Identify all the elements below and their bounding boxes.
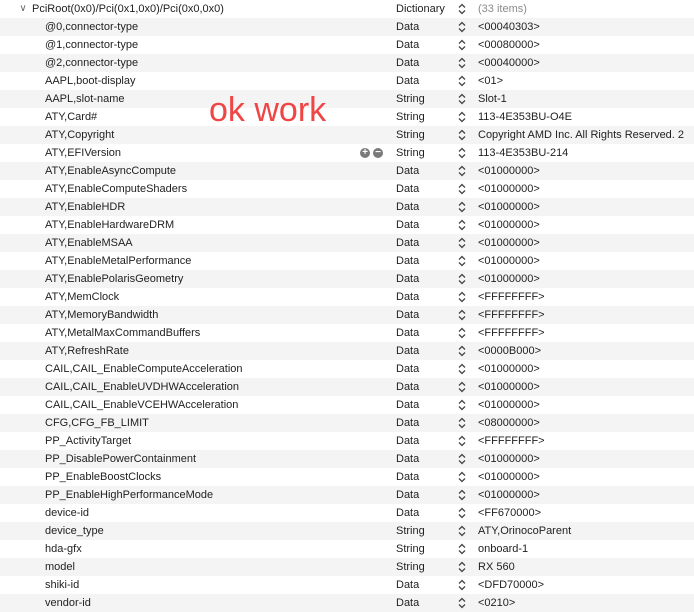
row-type[interactable]: Data [396, 291, 420, 303]
type-stepper-icon[interactable] [458, 381, 466, 393]
plist-row[interactable] [0, 144, 694, 162]
plist-row[interactable] [0, 234, 694, 252]
dictionary-item-count: (33 items) [478, 3, 527, 15]
row-key[interactable]: @2,connector-type [45, 57, 139, 69]
row-key[interactable]: ATY,EnablePolarisGeometry [45, 273, 184, 285]
row-key[interactable]: ATY,EFIVersion [45, 147, 122, 159]
row-value[interactable]: <00040000> [478, 57, 540, 69]
type-stepper-icon[interactable] [458, 237, 466, 249]
row-type[interactable]: Data [396, 471, 420, 483]
row-value[interactable]: onboard-1 [478, 543, 529, 555]
row-key[interactable]: CAIL,CAIL_EnableComputeAcceleration [45, 363, 243, 375]
row-type[interactable]: Data [396, 183, 420, 195]
row-value[interactable]: <01000000> [478, 183, 540, 195]
overlay-annotation: ok work [209, 91, 327, 129]
type-stepper-icon[interactable] [458, 21, 466, 33]
row-key[interactable]: AAPL,slot-name [45, 93, 125, 105]
plist-row[interactable] [0, 126, 694, 144]
plist-row[interactable] [0, 54, 694, 72]
plist-row[interactable] [0, 108, 694, 126]
row-type[interactable]: Data [396, 345, 420, 357]
row-value[interactable]: Slot-1 [478, 93, 507, 105]
row-key[interactable]: ATY,MemClock [45, 291, 120, 303]
plist-row[interactable] [0, 504, 694, 522]
row-key[interactable]: ATY,Copyright [45, 129, 115, 141]
plist-row[interactable] [0, 396, 694, 414]
row-value[interactable]: <08000000> [478, 417, 540, 429]
dictionary-key[interactable]: PciRoot(0x0)/Pci(0x1,0x0)/Pci(0x0,0x0) [32, 3, 224, 15]
row-type[interactable]: Data [396, 219, 420, 231]
remove-item-icon[interactable]: − [373, 148, 383, 158]
row-key[interactable]: model [45, 561, 75, 573]
row-key[interactable]: ATY,EnableAsyncCompute [45, 165, 177, 177]
row-type[interactable]: Data [396, 489, 420, 501]
type-stepper-icon[interactable] [458, 561, 466, 573]
plist-row[interactable] [0, 432, 694, 450]
type-stepper-icon[interactable] [458, 219, 466, 231]
row-type[interactable]: String [396, 543, 425, 555]
plist-row[interactable] [0, 540, 694, 558]
row-value[interactable]: <01000000> [478, 201, 540, 213]
type-stepper-icon[interactable] [458, 435, 466, 447]
row-type[interactable]: String [396, 111, 425, 123]
row-key[interactable]: PP_EnableBoostClocks [45, 471, 162, 483]
row-key[interactable]: PP_ActivityTarget [45, 435, 132, 447]
dictionary-type[interactable]: Dictionary [396, 3, 445, 15]
dictionary-header-row[interactable] [0, 0, 694, 18]
type-stepper-icon[interactable] [458, 273, 466, 285]
row-type[interactable]: Data [396, 273, 420, 285]
type-stepper-icon[interactable] [458, 327, 466, 339]
row-value[interactable]: <01000000> [478, 381, 540, 393]
row-key[interactable]: PP_EnableHighPerformanceMode [45, 489, 214, 501]
plist-row[interactable] [0, 468, 694, 486]
plist-row[interactable] [0, 576, 694, 594]
row-key[interactable]: @1,connector-type [45, 39, 139, 51]
plist-row[interactable] [0, 198, 694, 216]
row-key[interactable]: ATY,MemoryBandwidth [45, 309, 159, 321]
row-value[interactable]: <FFFFFFFF> [478, 327, 545, 339]
plist-row[interactable] [0, 270, 694, 288]
row-type[interactable]: Data [396, 453, 420, 465]
plist-row[interactable] [0, 288, 694, 306]
type-stepper-icon[interactable] [458, 399, 466, 411]
row-key[interactable]: device_type [45, 525, 104, 537]
type-stepper-icon[interactable] [458, 597, 466, 609]
plist-row[interactable] [0, 216, 694, 234]
type-stepper-icon[interactable] [458, 489, 466, 501]
type-stepper-icon[interactable] [458, 129, 466, 141]
type-stepper-icon[interactable] [458, 345, 466, 357]
row-key[interactable]: vendor-id [45, 597, 91, 609]
row-key[interactable]: AAPL,boot-display [45, 75, 136, 87]
plist-row[interactable] [0, 558, 694, 576]
type-stepper-icon[interactable] [458, 75, 466, 87]
row-key[interactable]: CAIL,CAIL_EnableVCEHWAcceleration [45, 399, 239, 411]
row-type[interactable]: Data [396, 507, 420, 519]
type-stepper-icon[interactable] [458, 165, 466, 177]
plist-row[interactable] [0, 522, 694, 540]
row-value[interactable]: 113-4E353BU-O4E [478, 111, 572, 123]
type-stepper-icon[interactable] [458, 525, 466, 537]
row-key[interactable]: ATY,EnableMSAA [45, 237, 133, 249]
add-remove-controls [360, 148, 383, 158]
row-value[interactable]: <01000000> [478, 165, 540, 177]
type-stepper-icon[interactable] [458, 255, 466, 267]
type-stepper-icon[interactable] [458, 417, 466, 429]
type-stepper-icon[interactable] [458, 93, 466, 105]
row-type[interactable]: Data [396, 381, 420, 393]
plist-row[interactable] [0, 414, 694, 432]
row-key[interactable]: shiki-id [45, 579, 80, 591]
row-value[interactable]: ATY,OrinocoParent [478, 525, 572, 537]
plist-row[interactable] [0, 378, 694, 396]
row-value[interactable]: <01000000> [478, 273, 540, 285]
type-stepper-icon[interactable] [458, 543, 466, 555]
plist-row[interactable] [0, 90, 694, 108]
type-stepper-icon[interactable] [458, 309, 466, 321]
row-key[interactable]: ATY,Card# [45, 111, 98, 123]
row-type[interactable]: String [396, 147, 425, 159]
row-type[interactable]: String [396, 93, 425, 105]
plist-row[interactable] [0, 324, 694, 342]
row-value[interactable]: <00080000> [478, 39, 540, 51]
plist-row[interactable] [0, 72, 694, 90]
row-value[interactable]: <01000000> [478, 489, 540, 501]
row-key[interactable]: ATY,EnableComputeShaders [45, 183, 188, 195]
row-type[interactable]: Data [396, 39, 420, 51]
row-type[interactable]: Data [396, 327, 420, 339]
type-stepper-icon[interactable] [458, 453, 466, 465]
row-type[interactable]: Data [396, 363, 420, 375]
type-stepper-icon[interactable] [458, 147, 466, 159]
row-key[interactable]: CAIL,CAIL_EnableUVDHWAcceleration [45, 381, 240, 393]
plist-row[interactable] [0, 342, 694, 360]
row-key[interactable]: ATY,MetalMaxCommandBuffers [45, 327, 201, 339]
row-type[interactable]: Data [396, 165, 420, 177]
row-value[interactable]: <0210> [478, 597, 516, 609]
plist-row[interactable] [0, 18, 694, 36]
type-stepper-icon[interactable] [458, 507, 466, 519]
row-key[interactable]: ATY,EnableHDR [45, 201, 126, 213]
row-value[interactable]: 113-4E353BU-214 [478, 147, 569, 159]
row-key[interactable]: ATY,RefreshRate [45, 345, 129, 357]
plist-row[interactable] [0, 252, 694, 270]
row-key[interactable]: PP_DisablePowerContainment [45, 453, 197, 465]
plist-row[interactable] [0, 36, 694, 54]
row-value[interactable]: <01000000> [478, 453, 540, 465]
type-stepper-icon[interactable] [458, 201, 466, 213]
row-value[interactable]: <01> [478, 75, 504, 87]
row-value[interactable]: <01000000> [478, 471, 540, 483]
row-value[interactable]: <01000000> [478, 363, 540, 375]
disclosure-chevron-down-icon[interactable]: ∨ [19, 3, 27, 14]
row-type[interactable]: Data [396, 75, 420, 87]
row-type[interactable]: Data [396, 417, 420, 429]
row-value[interactable]: <FFFFFFFF> [478, 291, 545, 303]
plist-row[interactable] [0, 594, 694, 612]
row-value[interactable]: <01000000> [478, 219, 540, 231]
row-type[interactable]: Data [396, 435, 420, 447]
row-type[interactable]: Data [396, 255, 420, 267]
row-type[interactable]: Data [396, 579, 420, 591]
row-key[interactable]: @0,connector-type [45, 21, 139, 33]
row-value[interactable]: <0000B000> [478, 345, 542, 357]
row-type[interactable]: Data [396, 309, 420, 321]
plist-row[interactable] [0, 306, 694, 324]
row-value[interactable]: <FFFFFFFF> [478, 435, 545, 447]
type-stepper-icon[interactable] [458, 579, 466, 591]
row-value[interactable]: <DFD70000> [478, 579, 545, 591]
plist-row[interactable] [0, 162, 694, 180]
row-type[interactable]: Data [396, 597, 420, 609]
plist-row[interactable] [0, 486, 694, 504]
row-type[interactable]: String [396, 525, 425, 537]
row-type[interactable]: Data [396, 57, 420, 69]
row-value[interactable]: <01000000> [478, 399, 540, 411]
type-stepper-icon[interactable] [458, 3, 466, 15]
row-value[interactable]: <01000000> [478, 255, 540, 267]
row-value[interactable]: <01000000> [478, 237, 540, 249]
type-stepper-icon[interactable] [458, 471, 466, 483]
add-item-icon[interactable]: + [360, 148, 370, 158]
plist-row[interactable] [0, 360, 694, 378]
plist-row[interactable] [0, 450, 694, 468]
plist-row[interactable] [0, 180, 694, 198]
type-stepper-icon[interactable] [458, 111, 466, 123]
row-type[interactable]: Data [396, 21, 420, 33]
row-key[interactable]: ATY,EnableMetalPerformance [45, 255, 192, 267]
type-stepper-icon[interactable] [458, 363, 466, 375]
row-type[interactable]: Data [396, 399, 420, 411]
row-type[interactable]: Data [396, 201, 420, 213]
row-key[interactable]: ATY,EnableHardwareDRM [45, 219, 175, 231]
type-stepper-icon[interactable] [458, 183, 466, 195]
type-stepper-icon[interactable] [458, 57, 466, 69]
row-key[interactable]: hda-gfx [45, 543, 82, 555]
row-value[interactable]: <FFFFFFFF> [478, 309, 545, 321]
row-key[interactable]: device-id [45, 507, 90, 519]
row-value[interactable]: RX 560 [478, 561, 515, 573]
row-value[interactable]: <FF670000> [478, 507, 541, 519]
row-value[interactable]: Copyright AMD Inc. All Rights Reserved. 2 [478, 129, 685, 141]
row-key[interactable]: CFG,CFG_FB_LIMIT [45, 417, 149, 429]
type-stepper-icon[interactable] [458, 291, 466, 303]
row-value[interactable]: <00040303> [478, 21, 540, 33]
row-type[interactable]: String [396, 561, 425, 573]
row-type[interactable]: String [396, 129, 425, 141]
row-type[interactable]: Data [396, 237, 420, 249]
type-stepper-icon[interactable] [458, 39, 466, 51]
